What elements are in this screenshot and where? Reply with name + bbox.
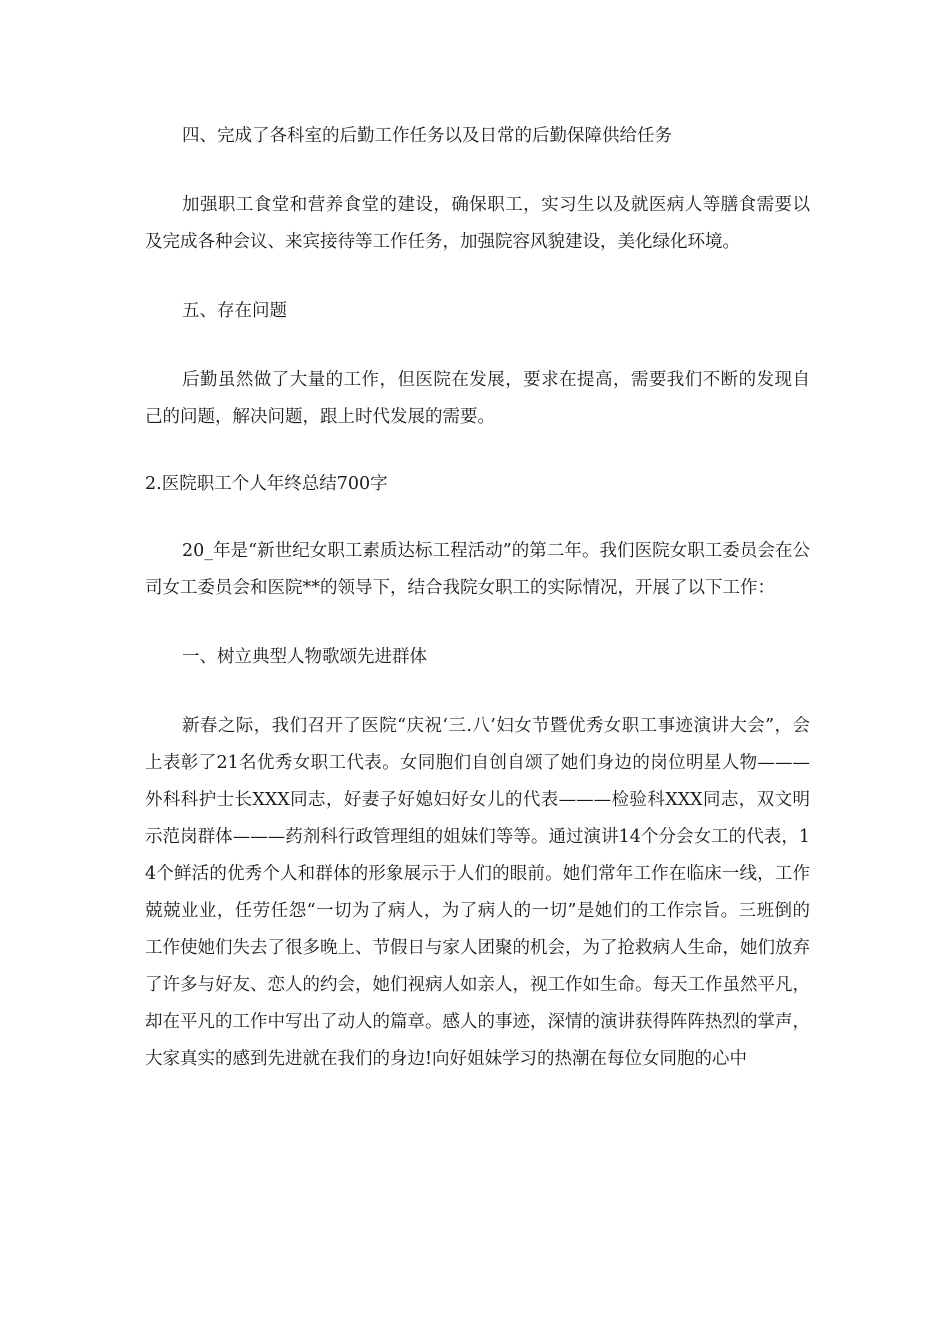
section-title-year-end-summary: 2.医院职工个人年终总结700字: [145, 474, 388, 494]
heading-four-logistics-tasks: 四、完成了各科室的后勤工作任务以及日常的后勤保障供给任务: [182, 126, 672, 146]
paragraph-logistics-problems: 后勤虽然做了大量的工作，但医院在发展，要求在提高，需要我们不断的发现自己的问题，解决问题，跟上时代发展的需要。: [145, 370, 810, 427]
heading-five-existing-problems: 五、存在问题: [182, 301, 287, 321]
paragraph-speech-meeting: 新春之际，我们召开了医院“庆祝‘三.八’妇女节暨优秀女职工事迹演讲大会”，会上表彰了21名优秀女职工代表。女同胞们自创自颂了她们身边的岗位明星人物———外科科护士长XXX同志，好妻子好媳妇好女儿的代表———检验科XXX同志，双文明示范岗群体———药剂科行政管理组的姐妹们等等。通过演讲14个分会女工的代表，14个鲜活的优秀个人和群体的形象展示于人们的眼前。她们常年工作在临床一线，工作兢兢业业，任劳任怨“一切为了病人，为了病人的一切”是她们的工作宗旨。三班倒的工作使她们失去了很多晚上、节假日与家人团聚的机会，为了抢救病人生命，她们放弃了许多与好友、恋人的约会，她们视病人如亲人，视工作如生命。每天工作虽然平凡，却在平凡的工作中写出了动人的篇章。感人的事迹，深情的演讲获得阵阵热烈的掌声，大家真实的感到先进就在我们的身边!向好姐妹学习的热潮在每位女同胞的心中: [145, 716, 810, 1069]
heading-one-model-figures: 一、树立典型人物歌颂先进群体: [182, 647, 427, 667]
paragraph-women-workers-intro: 20_年是“新世纪女职工素质达标工程活动”的第二年。我们医院女职工委员会在公司女工委员会和医院**的领导下，结合我院女职工的实际情况，开展了以下工作：: [145, 541, 810, 598]
document-page: [145, 118, 810, 1078]
paragraph-canteen-construction: 加强职工食堂和营养食堂的建设，确保职工，实习生以及就医病人等膳食需要以及完成各种会议、来宾接待等工作任务，加强院容风貌建设，美化绿化环境。: [145, 195, 810, 252]
